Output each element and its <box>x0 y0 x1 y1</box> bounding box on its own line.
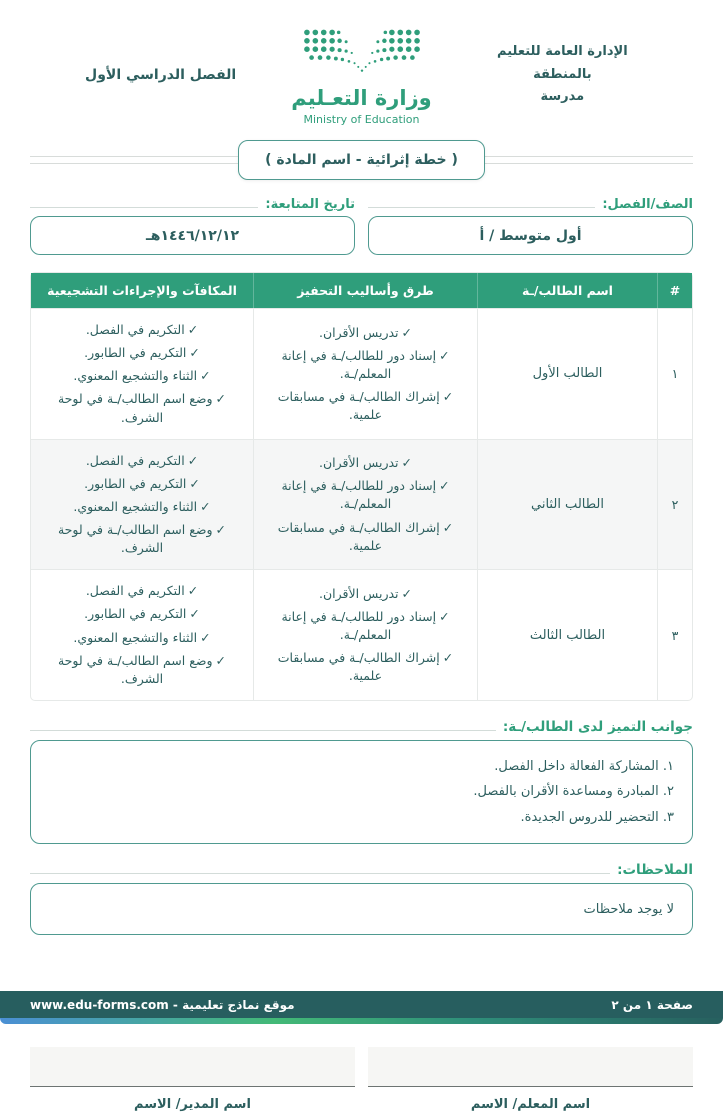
page-number: صفحة ١ من ٢ <box>611 997 693 1012</box>
reward-item: ✓وضع اسم الطالب/ـة في لوحة الشرف. <box>57 652 227 686</box>
check-icon: ✓ <box>200 368 211 384</box>
table-row <box>31 439 692 570</box>
method-item: ✓تدريس الأقران. <box>318 324 413 340</box>
header-student-name: اسم الطالب/ـة <box>478 273 658 308</box>
notes-section-header <box>30 858 693 878</box>
title-divider-left <box>30 156 238 164</box>
check-icon: ✓ <box>401 455 413 471</box>
reward-item: ✓التكريم في الطابور. <box>84 475 200 491</box>
check-icon: ✓ <box>442 650 454 666</box>
ministry-logo <box>291 24 431 126</box>
reward-item: ✓الثناء والتشجيع المعنوي. <box>73 498 211 514</box>
excellence-item: ١. المشاركة الفعالة داخل الفصل. <box>494 758 674 774</box>
method-item: ✓إسناد دور للطالب/ـة في إعانة المعلم/ـة. <box>281 608 450 643</box>
row-number: ٣ <box>671 627 679 643</box>
semester-label: الفصل الدراسي الأول <box>85 67 237 84</box>
notes-label: الملاحظات: <box>617 862 693 878</box>
reward-item: ✓الثناء والتشجيع المعنوي. <box>73 368 211 384</box>
education-administration-block <box>432 41 693 109</box>
notes-value: لا يوجد ملاحظات <box>583 901 674 917</box>
teacher-signature-label: اسم المعلم/ الاسم <box>470 1097 591 1112</box>
page-header <box>30 24 693 126</box>
excellence-line <box>30 730 496 731</box>
admin-line-1: الإدارة العامة للتعليم <box>497 43 628 59</box>
table-header <box>31 273 692 308</box>
check-icon: ✓ <box>215 522 227 538</box>
check-icon: ✓ <box>189 606 200 622</box>
check-icon: ✓ <box>187 583 199 599</box>
row-number: ١ <box>671 366 679 382</box>
check-icon: ✓ <box>187 452 199 468</box>
class-field-line <box>368 207 595 208</box>
reward-item: ✓التكريم في الفصل. <box>85 452 199 468</box>
ministry-wordmark: وزارة التعـليم <box>291 86 432 110</box>
reward-item: ✓وضع اسم الطالب/ـة في لوحة الشرف. <box>57 522 227 556</box>
excellence-item: ٣. التحضير للدروس الجديدة. <box>520 809 674 825</box>
method-item: ✓إشراك الطالب/ـة في مسابقات علمية. <box>277 650 454 684</box>
rewards-cell <box>31 309 254 439</box>
excellence-item: ٢. المبادرة ومساعدة الأقران بالفصل. <box>473 784 674 800</box>
reward-item: ✓التكريم في الطابور. <box>84 606 200 622</box>
check-icon: ✓ <box>215 652 227 668</box>
method-item: ✓تدريس الأقران. <box>318 585 413 601</box>
title-row <box>30 140 693 180</box>
admin-line-2: بالمنطقة <box>533 66 592 82</box>
notes-line <box>30 873 610 874</box>
check-icon: ✓ <box>200 629 211 645</box>
excellence-box <box>30 740 693 844</box>
principal-signature-label: اسم المدير/ الاسم <box>134 1097 251 1112</box>
title-divider-right <box>485 156 693 164</box>
check-icon: ✓ <box>439 347 450 363</box>
row-number: ٢ <box>671 497 679 513</box>
teacher-signature <box>368 1047 693 1112</box>
notes-box <box>30 883 693 935</box>
reward-item: ✓التكريم في الفصل. <box>85 322 199 338</box>
table-row <box>31 569 692 700</box>
reward-item: ✓الثناء والتشجيع المعنوي. <box>73 629 211 645</box>
header-methods: طرق وأساليب التحفيز <box>254 273 478 308</box>
date-field-line <box>30 207 258 208</box>
date-field <box>30 192 355 255</box>
check-icon: ✓ <box>189 475 200 491</box>
methods-cell <box>254 440 478 570</box>
class-field-label: الصف/الفصل: <box>602 197 693 213</box>
check-icon: ✓ <box>442 519 454 535</box>
check-icon: ✓ <box>439 608 450 624</box>
check-icon: ✓ <box>401 324 413 340</box>
signatures-row <box>30 1047 693 1112</box>
date-field-value: ١٤٤٦/١٢/١٢هـ <box>30 216 355 255</box>
footer-gradient-strip <box>0 1018 723 1024</box>
page-title: ( خطة إثرائية - اسم المادة ) <box>238 140 485 180</box>
method-item: ✓إسناد دور للطالب/ـة في إعانة المعلم/ـة. <box>281 347 450 381</box>
check-icon: ✓ <box>189 345 200 361</box>
methods-cell <box>254 309 478 439</box>
method-item: ✓إسناد دور للطالب/ـة في إعانة المعلم/ـة. <box>281 478 450 512</box>
class-field-value: أول متوسط / أ <box>368 216 693 255</box>
ministry-logo-icon <box>292 24 432 84</box>
method-item: ✓تدريس الأقران. <box>318 455 413 471</box>
students-table <box>30 272 693 701</box>
rewards-cell <box>31 440 254 570</box>
date-field-label: تاريخ المتابعة: <box>265 197 355 213</box>
check-icon: ✓ <box>401 585 413 601</box>
fields-row <box>30 192 693 255</box>
admin-line-3: مدرسة <box>540 89 585 105</box>
method-item: ✓إشراك الطالب/ـة في مسابقات علمية. <box>277 519 454 553</box>
student-name: الطالب الأول <box>478 309 658 439</box>
reward-item: ✓التكريم في الفصل. <box>85 583 199 599</box>
reward-item: ✓التكريم في الطابور. <box>84 345 200 361</box>
class-field <box>368 192 693 255</box>
principal-signature-box <box>30 1047 355 1087</box>
reward-item: ✓وضع اسم الطالب/ـة في لوحة الشرف. <box>57 391 227 425</box>
ministry-subtitle: Ministry of Education <box>303 113 420 127</box>
excellence-label: جوانب التميز لدى الطالب/ـة: <box>502 718 693 735</box>
header-rewards: المكافآت والإجراءات التشجيعية <box>31 273 254 308</box>
teacher-signature-box <box>368 1047 693 1087</box>
check-icon: ✓ <box>215 391 227 407</box>
check-icon: ✓ <box>187 322 199 338</box>
check-icon: ✓ <box>442 388 454 404</box>
method-item: ✓إشراك الطالب/ـة في مسابقات علمية. <box>277 388 454 423</box>
excellence-section-header <box>30 715 693 735</box>
table-row <box>31 308 692 439</box>
student-name: الطالب الثالث <box>478 570 658 700</box>
principal-signature <box>30 1047 355 1112</box>
page-footer <box>0 991 723 1024</box>
header-number: # <box>669 283 681 299</box>
rewards-cell <box>31 570 254 700</box>
site-credit: موقع نماذج تعليمية - www.edu-forms.com <box>30 997 295 1012</box>
methods-cell <box>254 570 478 700</box>
student-name: الطالب الثاني <box>478 440 658 570</box>
check-icon: ✓ <box>200 498 211 514</box>
check-icon: ✓ <box>439 478 450 494</box>
